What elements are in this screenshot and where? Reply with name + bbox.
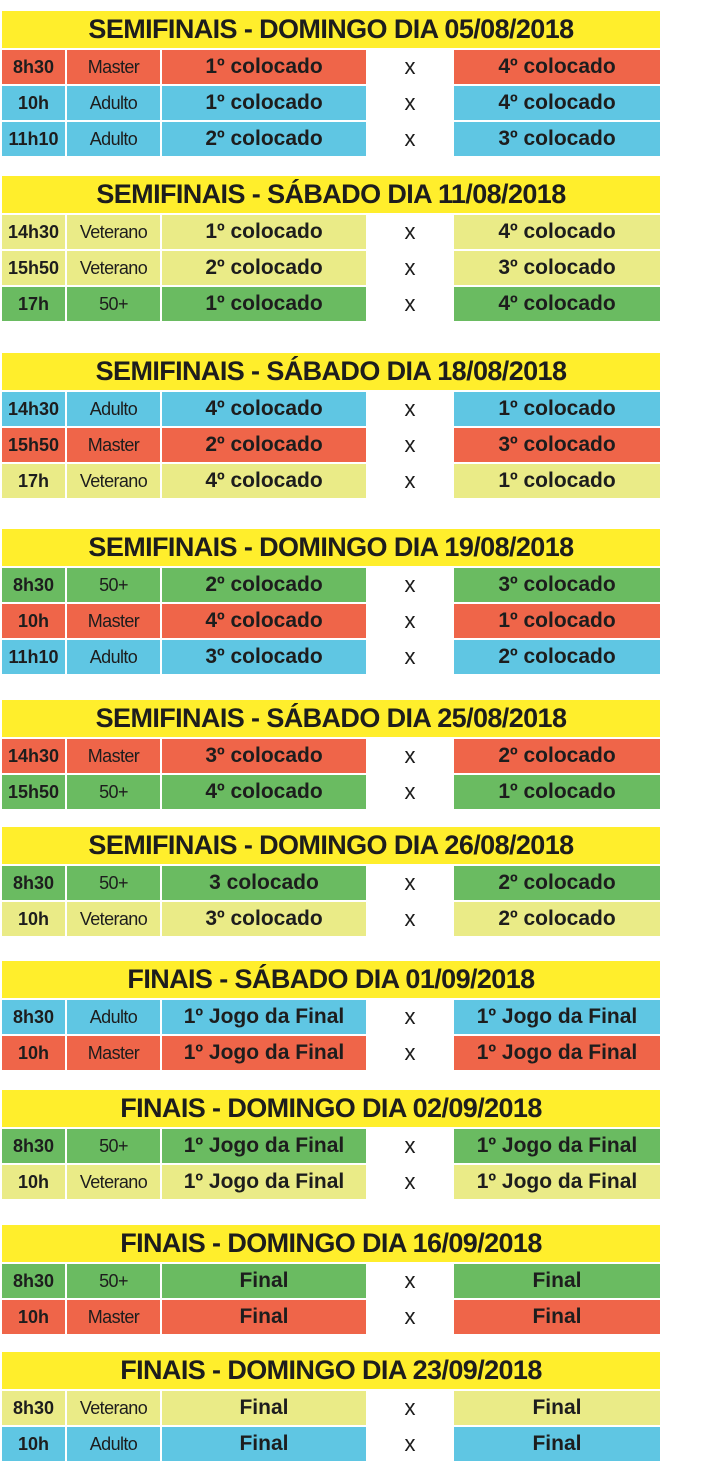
team-a: 1º colocado: [160, 215, 366, 249]
match-row: [2, 568, 660, 602]
team-b: 4º colocado: [454, 50, 660, 84]
team-a: 1º Jogo da Final: [160, 1165, 366, 1199]
team-b: Final: [454, 1391, 660, 1425]
match-time: 8h30: [2, 866, 67, 900]
match-time: 8h30: [2, 1264, 67, 1298]
match-category: Master: [67, 739, 160, 773]
team-a: Final: [160, 1300, 366, 1334]
team-a: 2º colocado: [160, 251, 366, 285]
match-row: [2, 464, 660, 498]
match-time: 15h50: [2, 775, 67, 809]
match-time: 8h30: [2, 50, 67, 84]
team-b: 1º colocado: [454, 604, 660, 638]
match-category: Master: [67, 1300, 160, 1334]
versus-mark: x: [366, 568, 454, 602]
versus-mark: x: [366, 1300, 454, 1334]
versus-mark: x: [366, 1264, 454, 1298]
versus-mark: x: [366, 428, 454, 462]
team-a: 1º Jogo da Final: [160, 1129, 366, 1163]
section-title: SEMIFINAIS - SÁBADO DIA 25/08/2018: [2, 700, 660, 737]
team-b: 1º Jogo da Final: [454, 1129, 660, 1163]
match-row: [2, 86, 660, 120]
match-row: [2, 50, 660, 84]
match-category: 50+: [67, 568, 160, 602]
match-row: [2, 1264, 660, 1298]
team-a: 1º Jogo da Final: [160, 1036, 366, 1070]
match-row: [2, 287, 660, 321]
match-time: 10h: [2, 1427, 67, 1461]
match-category: Adulto: [67, 122, 160, 156]
match-time: 15h50: [2, 251, 67, 285]
match-time: 15h50: [2, 428, 67, 462]
team-a: 3º colocado: [160, 640, 366, 674]
team-a: Final: [160, 1391, 366, 1425]
match-time: 8h30: [2, 1129, 67, 1163]
match-category: Adulto: [67, 1000, 160, 1034]
team-b: 3º colocado: [454, 122, 660, 156]
versus-mark: x: [366, 902, 454, 936]
team-a: 3º colocado: [160, 902, 366, 936]
match-category: Master: [67, 428, 160, 462]
team-b: 1º colocado: [454, 392, 660, 426]
versus-mark: x: [366, 1129, 454, 1163]
match-category: 50+: [67, 287, 160, 321]
team-b: 3º colocado: [454, 251, 660, 285]
match-row: [2, 775, 660, 809]
match-row: [2, 1000, 660, 1034]
team-b: 1º Jogo da Final: [454, 1000, 660, 1034]
match-category: Adulto: [67, 1427, 160, 1461]
team-b: 2º colocado: [454, 866, 660, 900]
match-time: 8h30: [2, 568, 67, 602]
match-category: Adulto: [67, 86, 160, 120]
team-a: 4º colocado: [160, 392, 366, 426]
versus-mark: x: [366, 122, 454, 156]
team-b: 4º colocado: [454, 86, 660, 120]
match-category: Adulto: [67, 640, 160, 674]
versus-mark: x: [366, 86, 454, 120]
match-row: [2, 640, 660, 674]
match-category: 50+: [67, 1264, 160, 1298]
section-title: SEMIFINAIS - DOMINGO DIA 26/08/2018: [2, 827, 660, 864]
team-b: 4º colocado: [454, 215, 660, 249]
team-a: 2º colocado: [160, 568, 366, 602]
match-category: Adulto: [67, 392, 160, 426]
team-a: 2º colocado: [160, 122, 366, 156]
section-title: FINAIS - SÁBADO DIA 01/09/2018: [2, 961, 660, 998]
versus-mark: x: [366, 640, 454, 674]
versus-mark: x: [366, 392, 454, 426]
match-row: [2, 1165, 660, 1199]
versus-mark: x: [366, 1036, 454, 1070]
team-b: 2º colocado: [454, 739, 660, 773]
team-b: 4º colocado: [454, 287, 660, 321]
match-category: 50+: [67, 866, 160, 900]
match-row: [2, 392, 660, 426]
versus-mark: x: [366, 215, 454, 249]
match-time: 10h: [2, 902, 67, 936]
match-row: [2, 1036, 660, 1070]
versus-mark: x: [366, 1427, 454, 1461]
match-category: Master: [67, 604, 160, 638]
versus-mark: x: [366, 1000, 454, 1034]
team-a: 1º colocado: [160, 86, 366, 120]
match-time: 10h: [2, 1036, 67, 1070]
team-a: 4º colocado: [160, 604, 366, 638]
versus-mark: x: [366, 775, 454, 809]
section-title: FINAIS - DOMINGO DIA 02/09/2018: [2, 1090, 660, 1127]
match-category: Veterano: [67, 1165, 160, 1199]
team-a: 4º colocado: [160, 464, 366, 498]
team-b: Final: [454, 1264, 660, 1298]
versus-mark: x: [366, 50, 454, 84]
section-title: SEMIFINAIS - DOMINGO DIA 19/08/2018: [2, 529, 660, 566]
versus-mark: x: [366, 251, 454, 285]
match-time: 17h: [2, 464, 67, 498]
match-row: [2, 251, 660, 285]
match-category: Veterano: [67, 251, 160, 285]
section-title: FINAIS - DOMINGO DIA 16/09/2018: [2, 1225, 660, 1262]
team-a: Final: [160, 1264, 366, 1298]
team-a: 3 colocado: [160, 866, 366, 900]
match-row: [2, 1300, 660, 1334]
team-b: 3º colocado: [454, 568, 660, 602]
section-title: SEMIFINAIS - SÁBADO DIA 11/08/2018: [2, 176, 660, 213]
match-row: [2, 866, 660, 900]
versus-mark: x: [366, 1391, 454, 1425]
team-a: 3º colocado: [160, 739, 366, 773]
match-time: 17h: [2, 287, 67, 321]
versus-mark: x: [366, 464, 454, 498]
match-category: 50+: [67, 1129, 160, 1163]
match-time: 8h30: [2, 1391, 67, 1425]
match-row: [2, 1129, 660, 1163]
team-b: 1º Jogo da Final: [454, 1036, 660, 1070]
match-time: 10h: [2, 1300, 67, 1334]
match-time: 10h: [2, 86, 67, 120]
match-row: [2, 215, 660, 249]
team-b: Final: [454, 1427, 660, 1461]
match-row: [2, 1391, 660, 1425]
team-a: 1º colocado: [160, 50, 366, 84]
match-time: 10h: [2, 604, 67, 638]
team-a: 1º Jogo da Final: [160, 1000, 366, 1034]
match-time: 14h30: [2, 739, 67, 773]
match-time: 8h30: [2, 1000, 67, 1034]
match-category: Veterano: [67, 464, 160, 498]
match-category: Veterano: [67, 902, 160, 936]
team-b: 2º colocado: [454, 902, 660, 936]
team-a: 1º colocado: [160, 287, 366, 321]
section-title: SEMIFINAIS - DOMINGO DIA 05/08/2018: [2, 11, 660, 48]
versus-mark: x: [366, 1165, 454, 1199]
team-b: Final: [454, 1300, 660, 1334]
team-a: 2º colocado: [160, 428, 366, 462]
versus-mark: x: [366, 739, 454, 773]
match-time: 14h30: [2, 392, 67, 426]
match-row: [2, 739, 660, 773]
match-time: 10h: [2, 1165, 67, 1199]
team-b: 1º Jogo da Final: [454, 1165, 660, 1199]
match-time: 11h10: [2, 640, 67, 674]
match-category: 50+: [67, 775, 160, 809]
team-b: 1º colocado: [454, 775, 660, 809]
team-b: 2º colocado: [454, 640, 660, 674]
match-row: [2, 428, 660, 462]
match-category: Master: [67, 1036, 160, 1070]
match-row: [2, 604, 660, 638]
team-b: 1º colocado: [454, 464, 660, 498]
match-category: Veterano: [67, 1391, 160, 1425]
match-row: [2, 1427, 660, 1461]
team-b: 3º colocado: [454, 428, 660, 462]
versus-mark: x: [366, 287, 454, 321]
match-time: 11h10: [2, 122, 67, 156]
section-title: FINAIS - DOMINGO DIA 23/09/2018: [2, 1352, 660, 1389]
match-time: 14h30: [2, 215, 67, 249]
match-category: Veterano: [67, 215, 160, 249]
match-category: Master: [67, 50, 160, 84]
team-a: 4º colocado: [160, 775, 366, 809]
versus-mark: x: [366, 866, 454, 900]
section-title: SEMIFINAIS - SÁBADO DIA 18/08/2018: [2, 353, 660, 390]
team-a: Final: [160, 1427, 366, 1461]
versus-mark: x: [366, 604, 454, 638]
match-row: [2, 122, 660, 156]
match-row: [2, 902, 660, 936]
